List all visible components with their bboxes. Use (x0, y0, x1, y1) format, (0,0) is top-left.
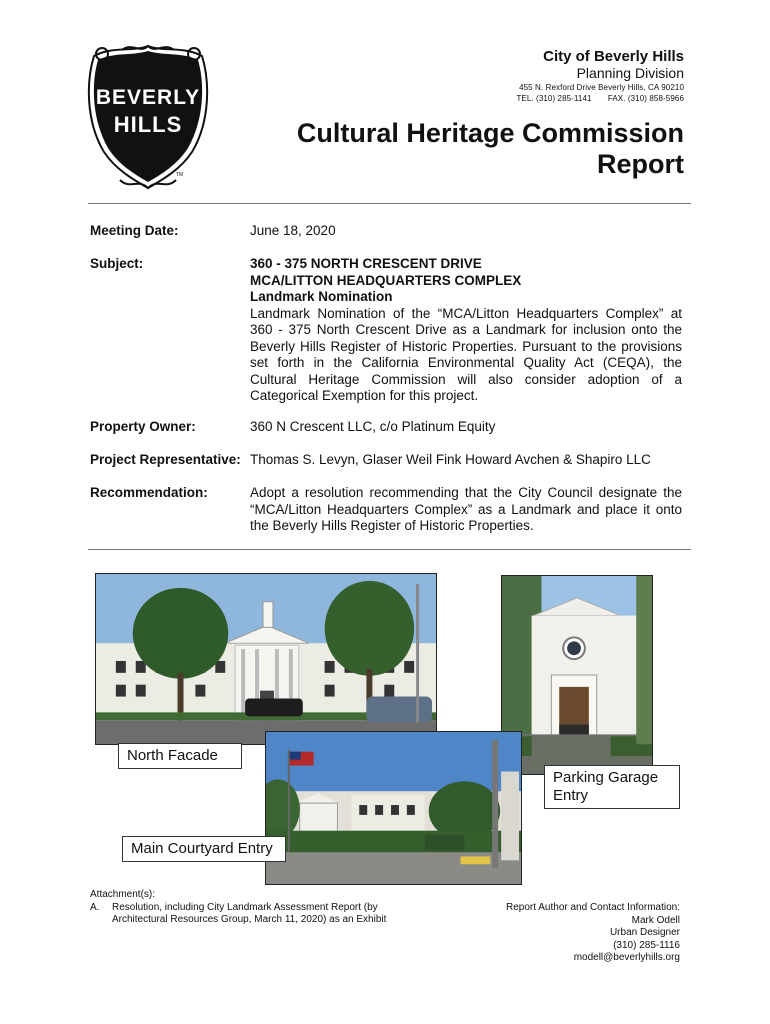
subject-address: 360 - 375 NORTH CRESCENT DRIVE (250, 256, 482, 271)
contact-label: Report Author and Contact Information: (506, 902, 680, 913)
recommendation-row (90, 485, 682, 535)
attachments-label: Attachment(s): (90, 889, 156, 900)
contact-phone: (310) 285-1116 (613, 939, 680, 951)
attachment-item (90, 902, 386, 915)
subject-value (250, 256, 682, 405)
project-representative-value: Thomas S. Levyn, Glaser Weil Fink Howard Avchen & Shapiro LLC (250, 452, 651, 467)
report-title-line1: Cultural Heritage Commission (296, 118, 684, 148)
header-divider (88, 203, 691, 204)
division-name: Planning Division (576, 65, 684, 81)
report-title-line2: Report (597, 149, 684, 179)
project-representative-label: Project Representative: (90, 452, 241, 467)
logo-trademark: TM (176, 172, 184, 178)
subject-row (90, 256, 682, 405)
property-owner-value: 360 N Crescent LLC, c/o Platinum Equity (250, 419, 496, 434)
recommendation-label: Recommendation: (90, 485, 208, 500)
property-owner-label: Property Owner: (90, 419, 196, 434)
attachment-line2: Architectural Resources Group, March 11, 2020) as an Exhibit (112, 914, 387, 925)
logo-text-hills: HILLS (113, 112, 183, 137)
subject-complex-name: MCA/LITTON HEADQUARTERS COMPLEX (250, 272, 522, 288)
recommendation-value: Adopt a resolution recommending that the City Council designate the “MCA/Litton Headquarters Complex” as a Landmark and place it onto the Beverly Hills Register of Historic Properties. (250, 485, 682, 533)
attachment-line1: Resolution, including City Landmark Assessment Report (by (112, 901, 378, 913)
attachment-letter: A. (90, 901, 100, 913)
meeting-date-row (90, 223, 682, 240)
contact-email-link[interactable]: modell@beverlyhills.org (573, 952, 680, 963)
contact-title: Urban Designer (609, 927, 680, 938)
north-facade-photo (95, 573, 437, 745)
subject-label: Subject: (90, 256, 144, 271)
main-courtyard-photo (265, 731, 522, 885)
project-representative-row (90, 452, 682, 469)
contact-block (506, 902, 680, 965)
contact-name: Mark Odell (631, 914, 680, 926)
attachments-block (90, 889, 386, 927)
logo-text-beverly: BEVERLY (95, 86, 201, 109)
north-facade-caption: North Facade (118, 743, 242, 769)
org-name: City of Beverly Hills (543, 48, 684, 65)
meeting-date-value: June 18, 2020 (250, 223, 336, 238)
org-address: 455 N. Rexford Drive Beverly Hills, CA 90210 (519, 83, 684, 92)
report-title (297, 118, 684, 180)
organization-header (516, 48, 684, 104)
org-phone-fax: TEL. (310) 285-1141 FAX. (310) 858-5966 (516, 94, 684, 103)
main-courtyard-caption: Main Courtyard Entry (122, 836, 286, 862)
subject-description: Landmark Nomination of the “MCA/Litton Headquarters Complex” at 360 - 375 North Crescent Drive as a Landmark for inclusion onto the Beverly Hills Register of Historic Properties. Pursuant to the provisions set forth in the California Environmental Quality Act (CEQA), the Cultural Heritage Commission will also consider adoption of a Categorical Exemption for this project. (250, 305, 682, 403)
property-owner-row (90, 419, 682, 436)
parking-garage-photo (501, 575, 653, 775)
parking-garage-caption: Parking Garage Entry (544, 765, 680, 809)
beverly-hills-shield-logo (82, 42, 214, 190)
details-divider (88, 549, 691, 550)
subject-type: Landmark Nomination (250, 289, 393, 304)
meeting-date-label: Meeting Date: (90, 223, 179, 238)
